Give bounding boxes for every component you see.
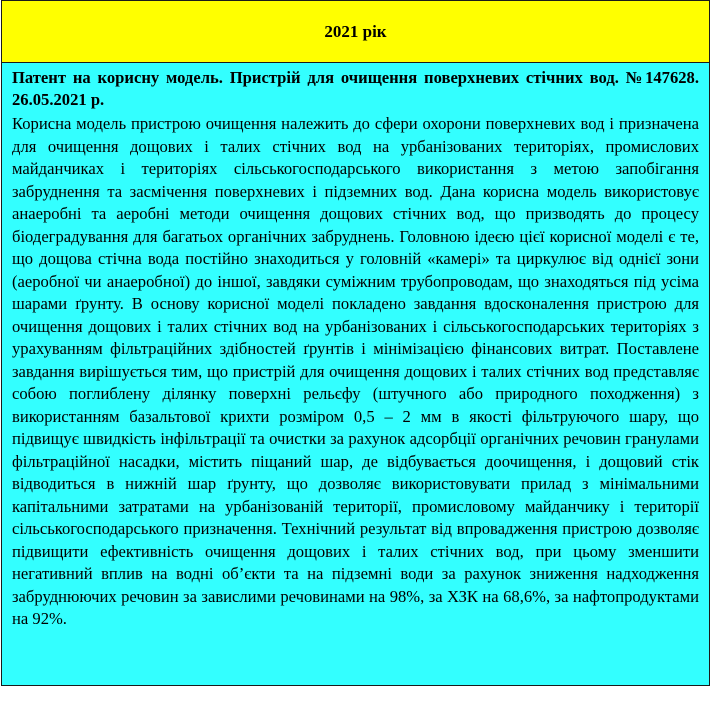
patent-description: Корисна модель пристрою очищення належить до сфери охорони поверхневих вод і призначена для очищення дощових і талих стічних вод на урбанізованих територіях, промислових майданчиках і територіях сільськогосподарського використання з метою запобігання забруднення та засмічення поверхневих і підземних вод. Дана корисна модель використовує анаеробні та аеробні методи очищення дощових стічних вод, що призводять до процесу біодеградування для багатьох органічних забруднень. Головною ідеєю цієї корисної моделі є те, що дощова стічна вода постійно знаходиться у головній «камері» та циркулює від однієї зони (аеробної чи анаеробної) до іншої, завдяки суміжним трубопроводам, що знаходяться під усіма шарами ґрунту. В основу корисної моделі покладено завдання вдосконалення пристрою для очищення дощових і талих стічних вод на урбанізованих і сільськогосподарських територіях з урахуванням фільтраційних здібностей ґрунтів і мінімізацією фінансових витрат. Поставлене завдання вирішується тим, що пристрій для очищення дощових і талих стічних вод представляє собою поглиблену ділянку поверхні рельєфу (штучного або природного походження) з використанням базальтової крихти розміром 0,5 – 2 мм в якості фільтруючого шару, що підвищує швидкість інфільтрації та очистки за рахунок адсорбції органічних речовин гранулами фільтраційної насадки, містить піщаний шар, де відбувається доочищення, і дощовий стік відводиться в нижній шар ґрунту, що дозволяє використовувати прилад з мінімальними капітальними затратами на урбанізованій території, промисловому майданчику і території сільськогосподарського призначення. Технічний результат від впровадження пристрою дозволяє підвищити ефективність очищення дощових і талих стічних вод, при цьому зменшити негативний вплив на водні об’єкти та на підземні води за рахунок зниження надходження забруднюючих речовин за завислими речовинами на 98%, за ХЗК на 68,6%, за нафтопродуктами на 92%. [12,114,699,628]
year-label: 2021 рік [324,21,387,41]
patent-table [1,0,710,686]
patent-entry [2,63,709,685]
patent-title: Патент на корисну модель. Пристрій для очищення поверхневих стічних вод. №147628. 26.05.2021 р. [12,68,699,109]
year-header [2,1,709,63]
